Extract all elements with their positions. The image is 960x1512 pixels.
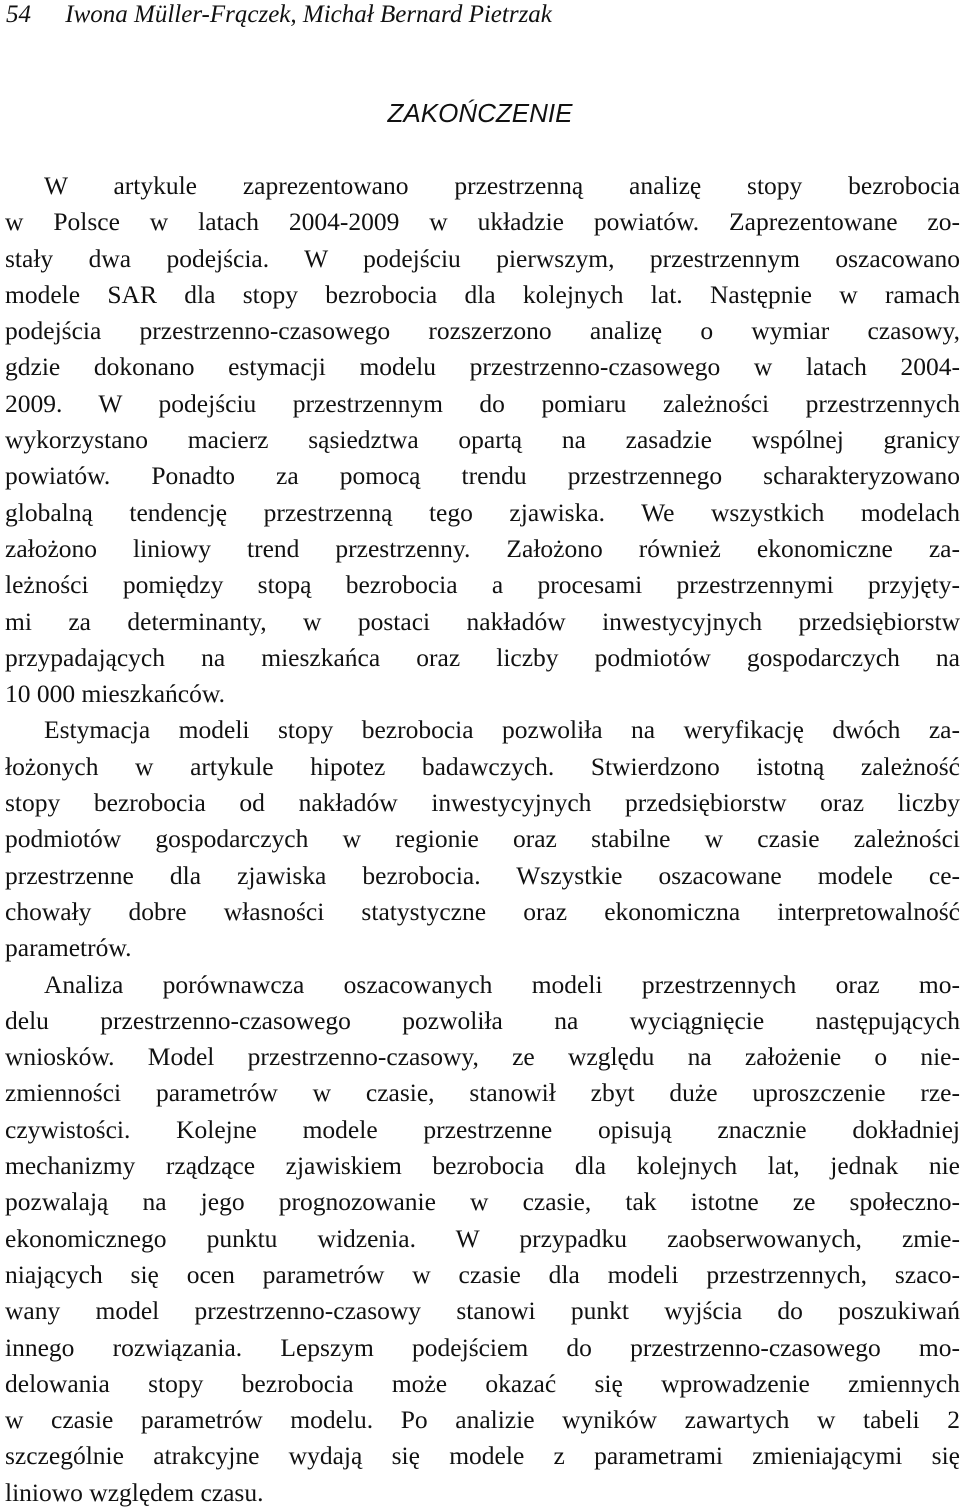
text-line: wniosków. Model przestrzenno-czasowy, ze względu na założenie o nie-	[5, 1042, 960, 1072]
text-line: wany model przestrzenno-czasowy stanowi punkt wyjścia do poszukiwań	[5, 1296, 960, 1326]
text-line: stały dwa podejścia. W podejściu pierwszym, przestrzennym oszacowano	[5, 243, 960, 273]
text-line: stopy bezrobocia od nakładów inwestycyjnych przedsiębiorstw oraz liczby	[5, 788, 960, 818]
text-line: delowania stopy bezrobocia może okazać się wprowadzenie zmiennych	[5, 1368, 960, 1398]
page-number: 54	[6, 1, 31, 28]
text-line: innego rozwiązania. Lepszym podejściem do przestrzenno-czasowego mo-	[5, 1332, 960, 1362]
text-line: pozwalają na jego prognozowanie w czasie, tak istotne ze społeczno-	[5, 1187, 960, 1217]
text-line: gdzie dokonano estymacji modelu przestrzenno-czasowego w latach 2004-	[5, 352, 960, 382]
text-line: niających się ocen parametrów w czasie dla modeli przestrzennych, szaco-	[5, 1259, 960, 1289]
text-line: mechanizmy rządzące zjawiskiem bezrobocia dla kolejnych lat, jednak nie	[5, 1151, 960, 1181]
text-line: chowały dobre własności statystyczne oraz ekonomiczna interpretowalność	[5, 896, 960, 926]
text-line: zmienności parametrów w czasie, stanowił zbyt duże uproszczenie rze-	[5, 1078, 960, 1108]
running-header-authors: Iwona Müller-Frączek, Michał Bernard Pietrzak	[65, 1, 552, 28]
text-line: leżności pomiędzy stopą bezrobocia a procesami przestrzennymi przyjęty-	[5, 570, 960, 600]
text-line: delu przestrzenno-czasowego pozwoliła na wyciągnięcie następujących	[5, 1005, 960, 1035]
text-line: mi za determinanty, w postaci nakładów inwestycyjnych przedsiębiorstw	[5, 606, 960, 636]
running-header	[6, 0, 552, 30]
section-title: ZAKOŃCZENIE	[387, 98, 573, 128]
text-line: w Polsce w latach 2004-2009 w układzie powiatów. Zaprezentowane zo-	[5, 207, 960, 237]
text-line: liniowo względem czasu.	[5, 1477, 264, 1507]
text-line: założono liniowy trend przestrzenny. Założono również ekonomiczne za-	[5, 533, 960, 563]
text-line: Analiza porównawcza oszacowanych modeli przestrzennych oraz mo-	[44, 969, 960, 999]
text-line: parametrów.	[5, 933, 132, 963]
text-line: łożonych w artykule hipotez badawczych. Stwierdzono istotną zależność	[5, 751, 960, 781]
text-line: globalną tendencję przestrzenną tego zjawiska. We wszystkich modelach	[5, 497, 960, 527]
text-line: W artykule zaprezentowano przestrzenną analizę stopy bezrobocia	[44, 171, 960, 200]
text-line: podejścia przestrzenno-czasowego rozszerzono analizę o wymiar czasowy,	[5, 316, 960, 346]
text-line: 2009. W podejściu przestrzennym do pomiaru zależności przestrzennych	[5, 388, 960, 418]
body-text	[5, 168, 960, 1511]
text-line: ekonomicznego punktu widzenia. W przypadku zaobserwowanych, zmie-	[5, 1223, 960, 1253]
text-line: podmiotów gospodarczych w regionie oraz stabilne w czasie zależności	[5, 824, 960, 854]
text-line: 10 000 mieszkańców.	[5, 679, 225, 709]
text-line: wykorzystano macierz sąsiedztwa opartą na zasadzie wspólnej granicy	[5, 425, 960, 455]
text-line: w czasie parametrów modelu. Po analizie wyników zawartych w tabeli 2	[5, 1405, 960, 1435]
text-line: przestrzenne dla zjawiska bezrobocia. Wszystkie oszacowane modele ce-	[5, 860, 960, 890]
text-line: powiatów. Ponadto za pomocą trendu przestrzennego scharakteryzowano	[5, 461, 960, 491]
text-line: modele SAR dla stopy bezrobocia dla kolejnych lat. Następnie w ramach	[5, 279, 960, 309]
text-line: przypadających na mieszkańca oraz liczby podmiotów gospodarczych na	[5, 642, 960, 672]
text-line: szczególnie atrakcyjne wydają się modele z parametrami zmieniającymi się	[5, 1441, 960, 1471]
text-line: czywistości. Kolejne modele przestrzenne opisują znacznie dokładniej	[5, 1114, 960, 1144]
text-line: Estymacja modeli stopy bezrobocia pozwoliła na weryfikację dwóch za-	[44, 715, 960, 745]
